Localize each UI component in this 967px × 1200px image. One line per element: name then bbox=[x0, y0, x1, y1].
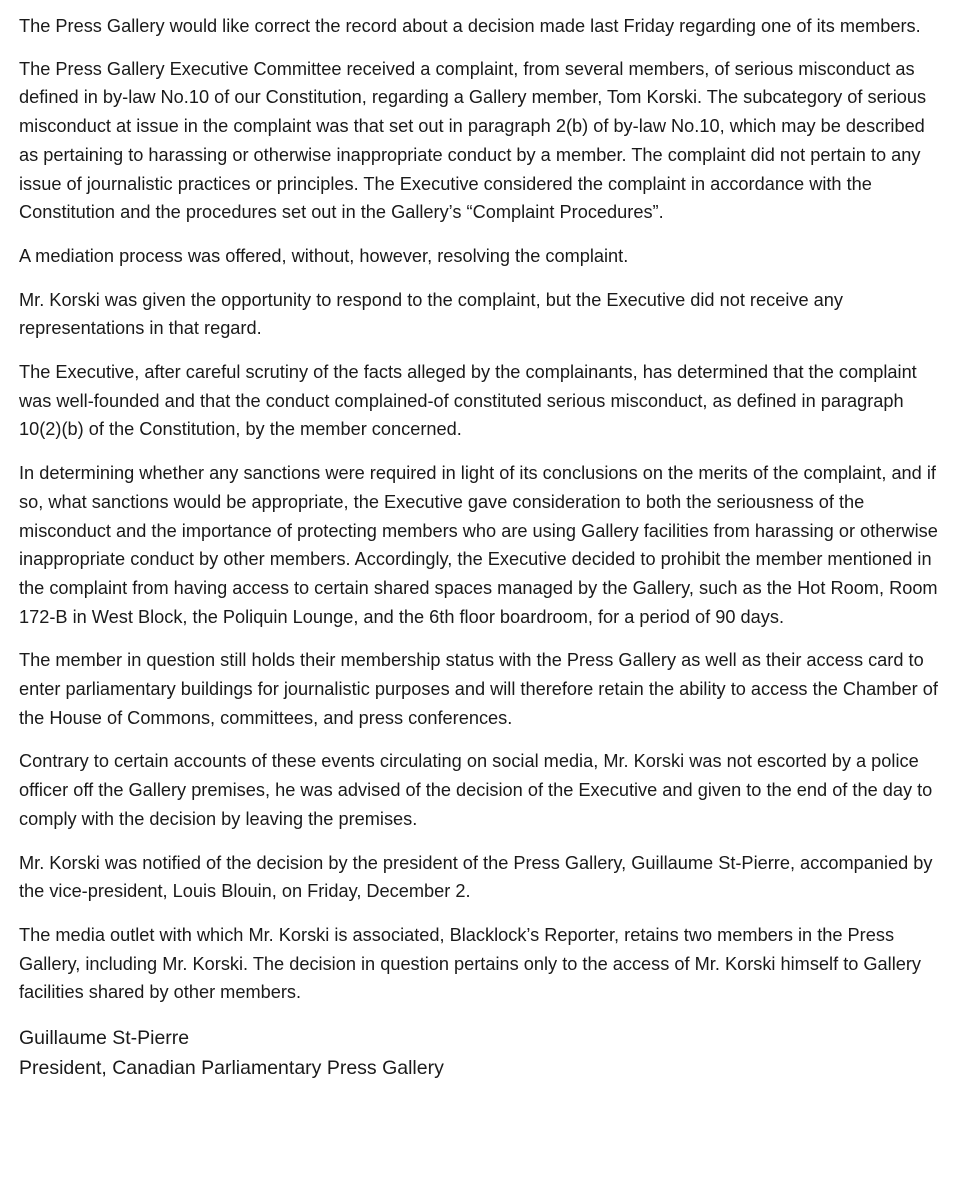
signature-title: President, Canadian Parliamentary Press Gallery bbox=[19, 1057, 444, 1080]
signature-block bbox=[19, 1023, 949, 1083]
paragraph-sanctions: In determining whether any sanctions were required in light of its conclusions on the merits of the complaint, and if so, what sanctions would be appropriate, the Executive gave consideration to both the seriousness of the misconduct and the importance of protecting members who are using Gallery facilities from harassing or otherwise inappropriate conduct by other members. Accordingly, the Executive decided to prohibit the member mentioned in the complaint from having access to certain shared spaces managed by the Gallery, such as the Hot Room, Room 172-B in West Block, the Poliquin Lounge, and the 6th floor boardroom, for a period of 90 days. bbox=[19, 463, 938, 627]
paragraph-mediation: A mediation process was offered, without, however, resolving the complaint. bbox=[19, 245, 629, 266]
paragraph-social-media-accounts: Contrary to certain accounts of these events circulating on social media, Mr. Korski was not escorted by a police officer off the Gallery premises, he was advised of the decision of the Executive and given to the end of the day to comply with the decision by leaving the premises. bbox=[19, 751, 933, 829]
statement-document bbox=[19, 12, 949, 1083]
paragraph-opportunity-to-respond: Mr. Korski was given the opportunity to respond to the complaint, but the Executive did not receive any representations in that regard. bbox=[19, 289, 843, 339]
paragraph-notification: Mr. Korski was notified of the decision by the president of the Press Gallery, Guillaume St-Pierre, accompanied by the vice-president, Louis Blouin, on Friday, December 2. bbox=[19, 852, 933, 902]
paragraph-determination: The Executive, after careful scrutiny of the facts alleged by the complainants, has determined that the complaint was well-founded and that the conduct complained-of constituted serious misconduct, as defined in paragraph 10(2)(b) of the Constitution, by the member concerned. bbox=[19, 362, 917, 440]
paragraph-membership-status: The member in question still holds their membership status with the Press Gallery as well as their access card to enter parliamentary buildings for journalistic purposes and will therefore retain the ability to access the Chamber of the House of Commons, committees, and press conferences. bbox=[19, 650, 938, 728]
paragraph-correction-intro: The Press Gallery would like correct the record about a decision made last Friday regarding one of its members. bbox=[19, 16, 921, 36]
paragraph-media-outlet: The media outlet with which Mr. Korski is associated, Blacklock’s Reporter, retains two members in the Press Gallery, including Mr. Korski. The decision in question pertains only to the access of Mr. Korski himself to Gallery facilities shared by other members. bbox=[19, 924, 922, 1003]
paragraph-complaint-received: The Press Gallery Executive Committee received a complaint, from several members, of serious misconduct as defined in by-law No.10 of our Constitution, regarding a Gallery member, Tom Korski. The subcategory of serious misconduct at issue in the complaint was that set out in paragraph 2(b) of by-law No.10, which may be described as pertaining to harassing or otherwise inappropriate conduct by a member. The complaint did not pertain to any issue of journalistic practices or principles. The Executive considered the complaint in accordance with the Constitution and the procedures set out in the Gallery’s “Complaint Procedures”. bbox=[19, 58, 927, 223]
signature-name: Guillaume St-Pierre bbox=[19, 1027, 190, 1050]
